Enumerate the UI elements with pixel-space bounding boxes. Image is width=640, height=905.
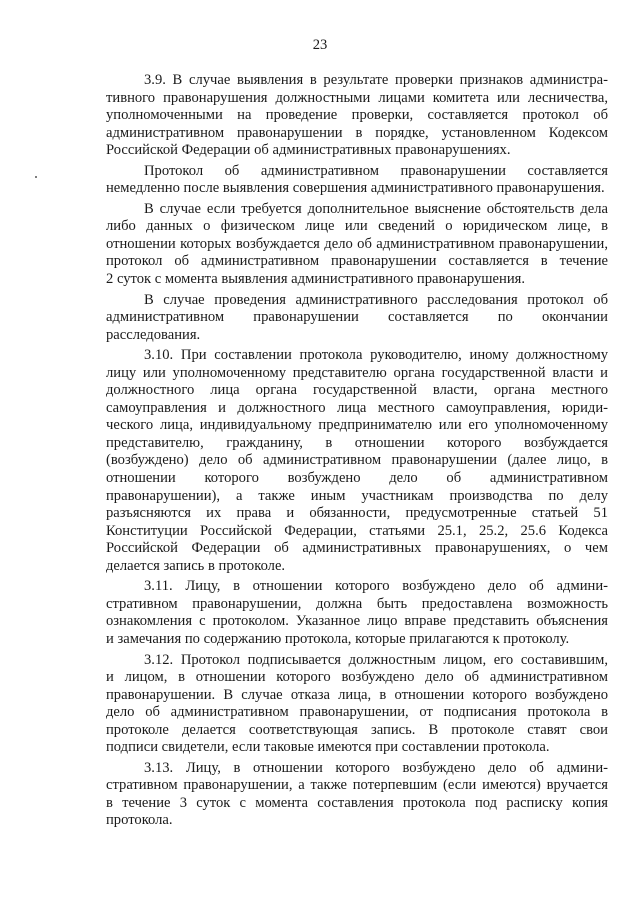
paragraph-3-12 bbox=[106, 652, 608, 757]
text-line: административном правонарушении в порядке, установленном Кодексом bbox=[106, 124, 608, 141]
page-number: 23 bbox=[312, 37, 328, 53]
text-line: дело об административном правонарушении, от подписания протокола в bbox=[106, 704, 608, 721]
text-line: 3.11. Лицу, в отношении которого возбуждено дело об админи- bbox=[144, 578, 608, 595]
text-line: ческого лица, индивидуальному предпринимателю или его уполномоченному bbox=[106, 417, 608, 434]
document-body bbox=[106, 72, 608, 830]
text-line: В случае проведения административного расследования протокол об bbox=[144, 291, 608, 308]
text-line: 3.9. В случае выявления в результате проверки признаков администра- bbox=[144, 72, 608, 88]
text-line: административном правонарушении составляется по окончании bbox=[106, 309, 608, 326]
text-line: либо данных о физическом лице или сведений о юридическом лице, в bbox=[106, 218, 608, 235]
text-line: стративном правонарушении, должна быть предоставлена возможность bbox=[106, 595, 608, 612]
text-line: Конституции Российской Федерации, статьями 25.1, 25.2, 25.6 Кодекса bbox=[106, 522, 608, 539]
paragraph-3-13 bbox=[106, 760, 608, 830]
text-line: подписи свидетели, если таковые имеются при составлении протокола. bbox=[106, 739, 550, 756]
paragraph-investigation bbox=[106, 292, 608, 345]
text-line: немедленно после выявления совершения административного правонарушения. bbox=[106, 180, 605, 197]
text-line: в течение 3 суток с момента составления протокола под расписку копия bbox=[106, 794, 608, 811]
scan-speck bbox=[35, 176, 37, 178]
text-line: должностного лица органа государственной власти, органа местного bbox=[106, 382, 608, 399]
text-line: разъясняются их права и обязанности, предусмотренные статьей 51 bbox=[106, 505, 608, 522]
text-line: и лицом, в отношении которого возбуждено дело об административном bbox=[106, 669, 608, 686]
text-line: отношении которых возбуждается дело об административном правонарушении, bbox=[106, 235, 608, 252]
paragraph-3-9 bbox=[106, 72, 608, 160]
text-line: отношении которого возбуждено дело об административном bbox=[106, 470, 608, 487]
text-line: протоколе делается соответствующая запись. В протоколе ставят свои bbox=[106, 721, 608, 738]
text-line: правонарушении), а также иным участникам производства по делу bbox=[106, 487, 608, 504]
text-line: 2 суток с момента выявления административного правонарушения. bbox=[106, 271, 525, 288]
text-line: (возбуждено) дело об административном правонарушении (далее лицо, в bbox=[106, 452, 608, 469]
text-line: протокола. bbox=[106, 812, 173, 829]
paragraph-protocol-immediately bbox=[106, 163, 608, 198]
paragraph-additional-clarification bbox=[106, 201, 608, 289]
paragraph-3-10 bbox=[106, 347, 608, 575]
text-line: В случае если требуется дополнительное выяснение обстоятельств дела bbox=[144, 200, 608, 217]
text-line: представителю, гражданину, в отношении которого возбуждается bbox=[106, 434, 608, 451]
text-line: 3.10. При составлении протокола руководителю, иному должностному bbox=[144, 347, 608, 364]
text-line: Российской Федерации об административных правонарушениях, о чем bbox=[106, 540, 608, 557]
paragraph-3-11 bbox=[106, 578, 608, 648]
text-line: лицу или уполномоченному представителю органа государственной власти и bbox=[106, 364, 608, 381]
text-line: стративном правонарушении, а также потерпевшим (если имеются) вручается bbox=[106, 777, 608, 794]
text-line: правонарушении. В случае отказа лица, в отношении которого возбуждено bbox=[106, 686, 608, 703]
text-line: и замечания по содержанию протокола, которые прилагаются к протоколу. bbox=[106, 630, 570, 647]
text-line: 3.13. Лицу, в отношении которого возбуждено дело об админи- bbox=[144, 759, 608, 776]
text-line: 3.12. Протокол подписывается должностным лицом, его составившим, bbox=[144, 651, 608, 668]
text-line: делается запись в протоколе. bbox=[106, 557, 286, 574]
text-line: ознакомления с протоколом. Указанное лицо вправе представить объяснения bbox=[106, 613, 608, 630]
text-line: Российской Федерации об административных правонарушениях. bbox=[106, 142, 511, 159]
text-line: Протокол об административном правонарушении составляется bbox=[144, 162, 608, 179]
text-line: протокол об административном правонарушении составляется в течение bbox=[106, 253, 608, 270]
text-line: уполномоченными на проведение проверки, составляется протокол об bbox=[106, 107, 608, 124]
text-line: расследования. bbox=[106, 326, 201, 343]
text-line: самоуправления и должностного лица местного самоуправления, юриди- bbox=[106, 399, 608, 416]
text-line: тивного правонарушения должностными лицами комитета или лесничества, bbox=[106, 89, 608, 106]
